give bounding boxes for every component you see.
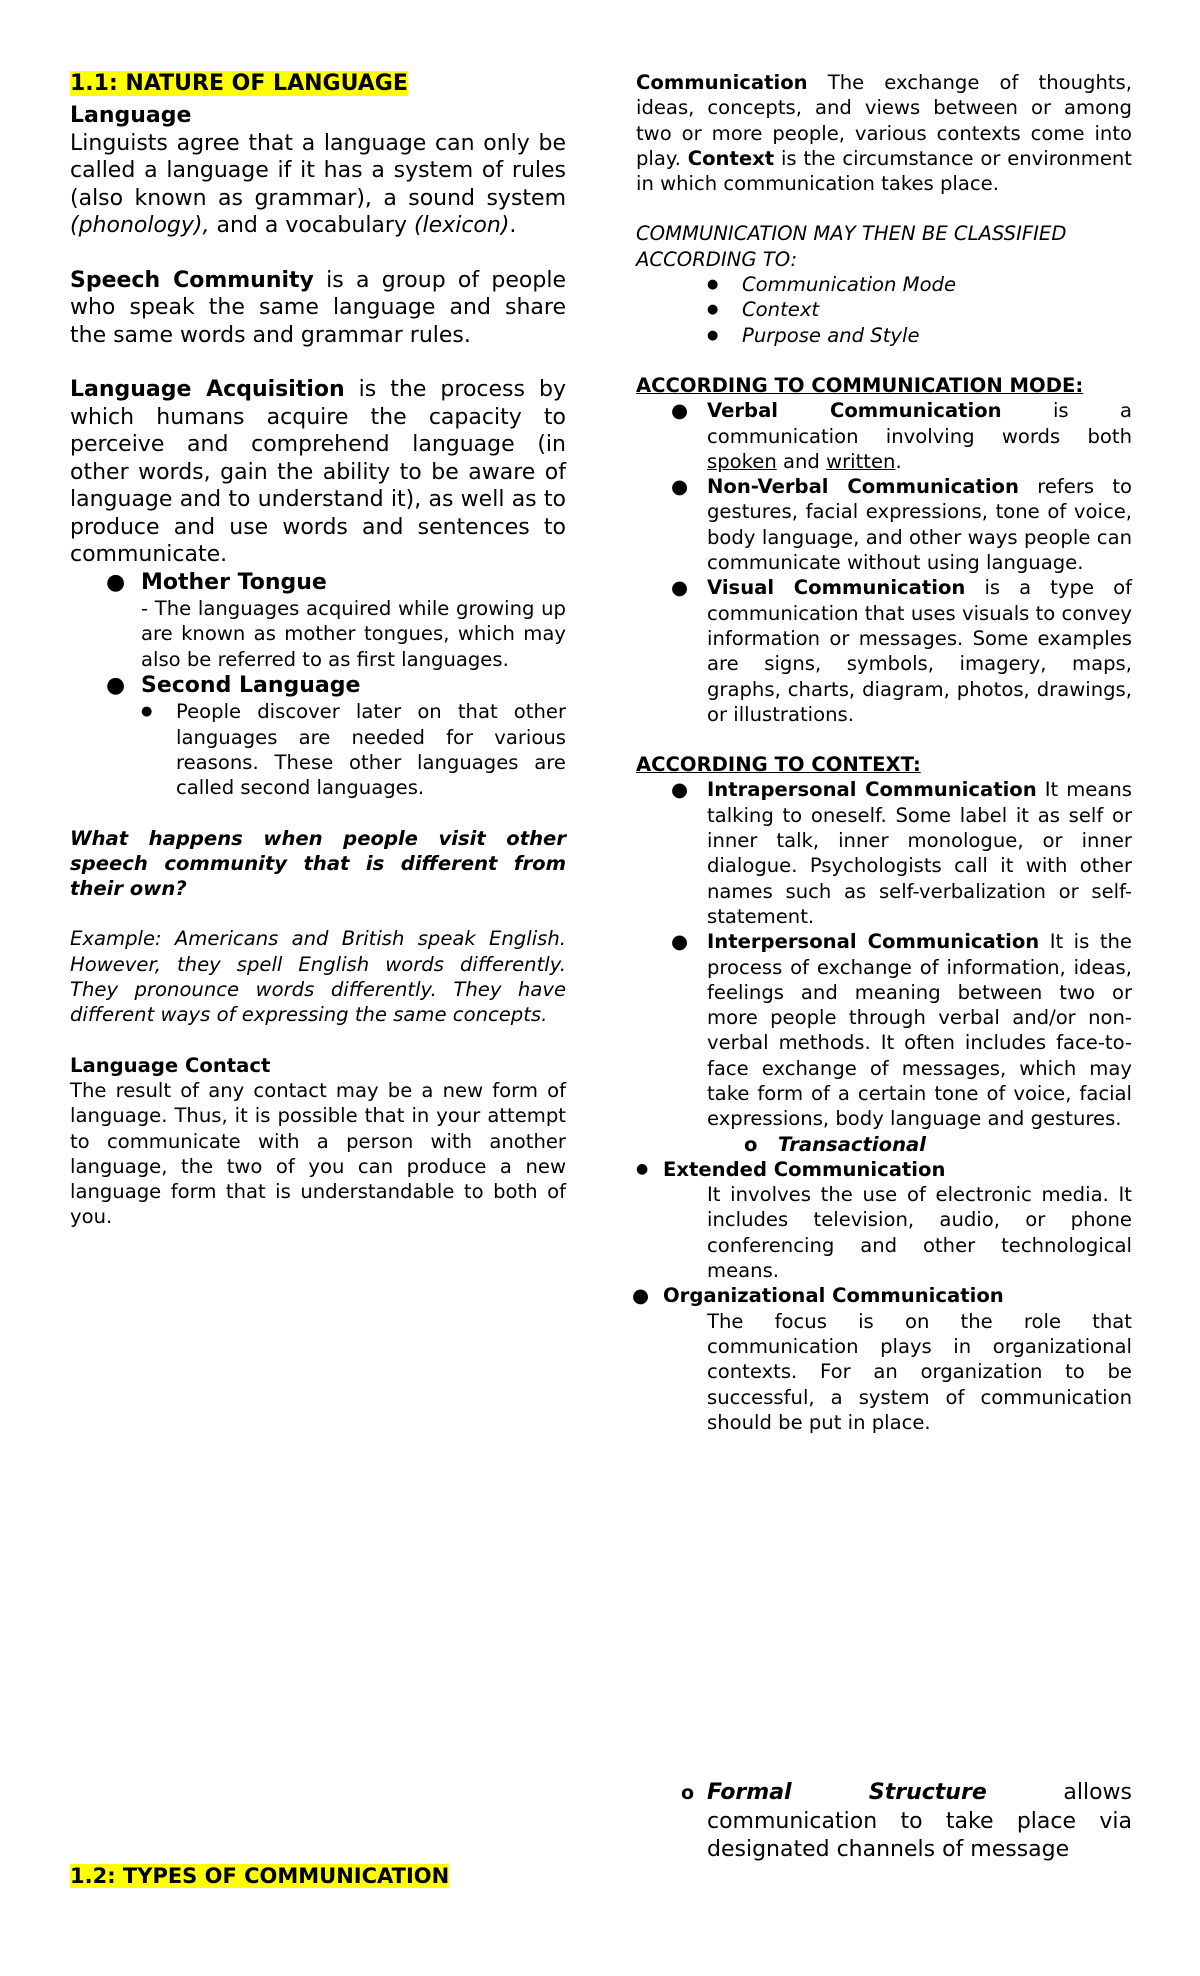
formal-structure-item: o Formal Structure allows communication to take place via designated channels of message	[681, 1780, 1132, 1862]
language-contact-title: Language Contact	[70, 1053, 271, 1077]
context-heading: ACCORDING TO CONTEXT:	[636, 753, 921, 777]
left-column	[70, 70, 566, 1230]
bullet-icon: ●	[636, 1160, 649, 1177]
bullet-icon: ●	[671, 576, 689, 600]
second-language-sub-item	[70, 699, 566, 800]
communication-paragraph: Communication The exchange of thoughts, ideas, concepts, and views between or among two or more people, various contexts come into play. Context is the circumstance or environment in which communication takes place.	[636, 71, 1132, 196]
bullet-icon: ●	[707, 302, 719, 318]
language-acquisition-paragraph: Language Acquisition is the process by which humans acquire the capacity to perceive and comprehend language (in other words, gain the ability to be aware of language and to understand it), as well as to produce and use words and sentences to communicate.	[70, 377, 566, 567]
bullet-icon: ●	[141, 704, 153, 720]
second-language-text: People discover later on that other languages are needed for various reasons. These other languages are called second languages.	[176, 700, 566, 800]
section-heading-1-2: 1.2: TYPES OF COMMUNICATION	[70, 1864, 450, 1888]
section-1-2-wrapper	[70, 1863, 449, 1891]
second-language-item	[70, 672, 566, 700]
extended-item: ● Extended Communication	[636, 1157, 946, 1181]
classified-intro: COMMUNICATION MAY THEN BE CLASSIFIED ACCORDING TO:	[636, 222, 1067, 271]
bullet-icon: ●	[671, 778, 689, 802]
nonverbal-item: ● Non-Verbal Communication refers to gestures, facial expressions, tone of voice, body language, and other ways people can communicate without using language.	[671, 475, 1132, 575]
interpersonal-item: ● Interpersonal Communication It is the process of exchange of information, ideas, feelings and meaning between two or more people through verbal and/or non-verbal methods. It often includes face-to-face exchange of messages, which may take form of a certain tone of voice, facial expressions, body language and gestures.	[671, 930, 1132, 1131]
question-text: What happens when people visit other speech community that is different from their own?	[70, 826, 566, 901]
language-paragraph: Linguists agree that a language can only be called a language if it has a system of rules (also known as grammar), a sound system (phonology), and a vocabulary (lexicon).	[70, 130, 566, 238]
classified-item: ● Communication Mode	[707, 273, 957, 297]
mother-tongue-item	[70, 569, 566, 597]
intrapersonal-item: ● Intrapersonal Communication It means talking to oneself. Some label it as self or inner talk, inner monologue, or inner dialogue. Psychologists call it with other names such as self-verbalization or self-statement.	[671, 778, 1132, 928]
classified-item: ● Context	[707, 298, 820, 322]
organizational-text: The focus is on the role that communication plays in organizational contexts. For an organization to be successful, a system of communication should be put in place.	[707, 1309, 1132, 1434]
classified-item: ● Purpose and Style	[707, 323, 920, 347]
organizational-item: ● Organizational Communication	[632, 1284, 1004, 1308]
mother-tongue-title: Mother Tongue	[141, 569, 327, 595]
speech-community-paragraph: Speech Community is a group of people who speak the same language and share the same words and grammar rules.	[70, 267, 566, 348]
right-column	[632, 70, 1132, 1435]
bullet-icon: ●	[707, 327, 719, 343]
mode-heading: ACCORDING TO COMMUNICATION MODE:	[636, 373, 1084, 397]
circle-bullet-icon: o	[681, 1782, 695, 1804]
example-text: Example: Americans and British speak English. However, they spell English words differently. They pronounce words differently. They have different ways of expressing the same concepts.	[70, 927, 566, 1027]
verbal-item: ● Verbal Communication is a communication involving words both spoken and written.	[671, 399, 1132, 473]
section-heading-1-1: 1.1: NATURE OF LANGUAGE	[70, 71, 408, 96]
extended-text: It involves the use of electronic media. It includes television, audio, or phone conferencing and other technological means.	[707, 1183, 1132, 1283]
visual-item: ● Visual Communication is a type of communication that uses visuals to convey information or messages. Some examples are signs, symbols, imagery, maps, graphs, charts, diagram, photos, drawings, or illustrations.	[671, 576, 1132, 726]
mother-tongue-text: - The languages acquired while growing up are known as mother tongues, which may also be referred to as first languages.	[141, 597, 566, 671]
bullet-icon: ●	[671, 475, 689, 499]
bullet-icon: ●	[632, 1284, 650, 1308]
transactional-item: o Transactional	[744, 1132, 926, 1156]
circle-bullet-icon: o	[744, 1132, 758, 1156]
second-language-title: Second Language	[141, 672, 361, 698]
bullet-icon: ●	[707, 277, 719, 293]
language-contact-text: The result of any contact may be a new form of language. Thus, it is possible that in your attempt to communicate with a person with another language, the two of you can produce a new language form that is understandable to both of you.	[70, 1078, 566, 1229]
bullet-icon: ●	[106, 569, 126, 595]
bullet-icon: ●	[671, 930, 689, 954]
bullet-icon: ●	[106, 672, 126, 698]
language-title: Language	[70, 103, 192, 128]
bullet-icon: ●	[671, 399, 689, 423]
